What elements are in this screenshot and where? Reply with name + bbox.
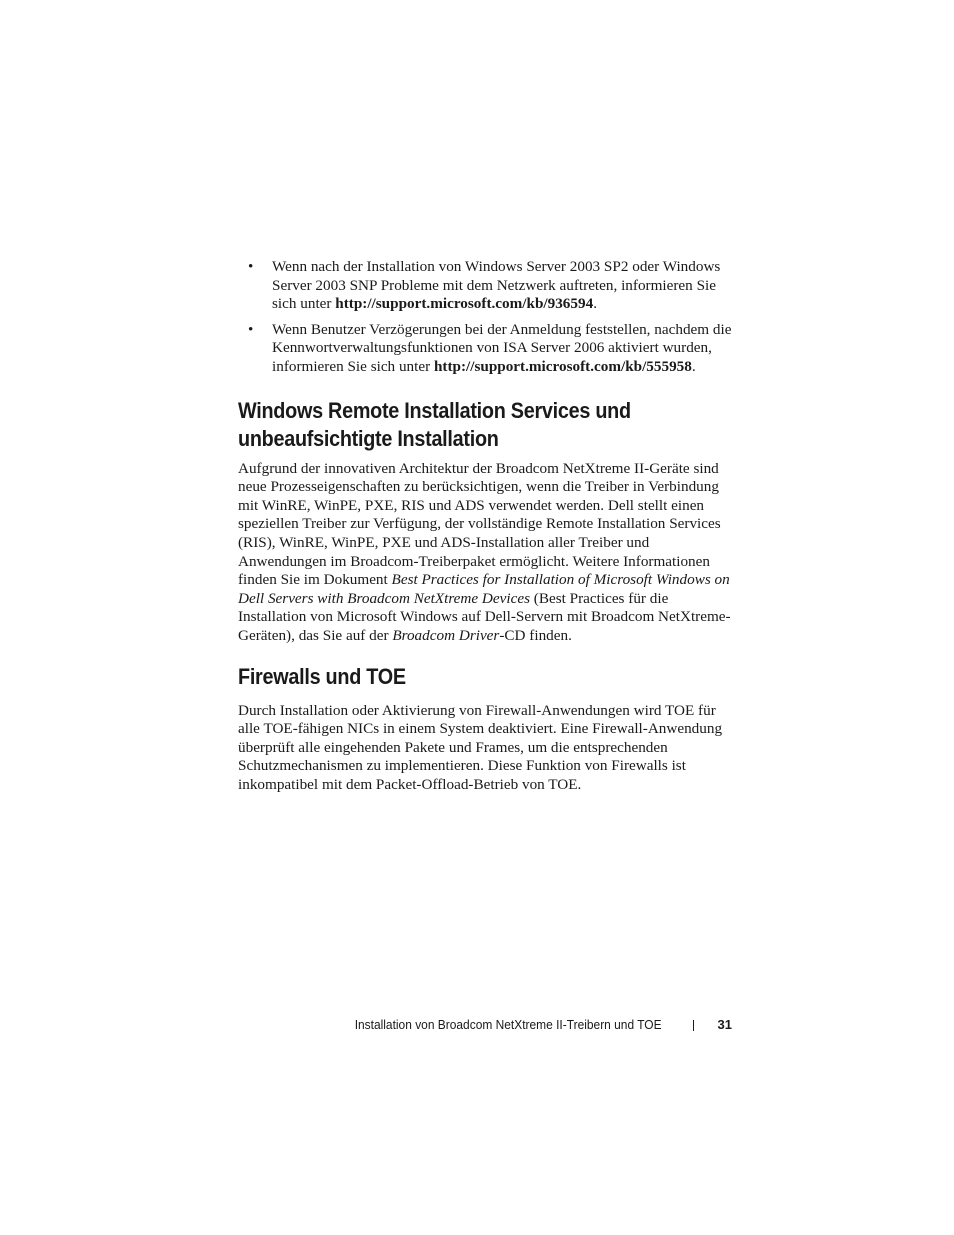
footer-title: Installation von Broadcom NetXtreme II-Treibern und TOE xyxy=(355,1017,662,1032)
section-heading-firewalls xyxy=(238,663,686,691)
bullet-punct: . xyxy=(593,295,597,313)
heading-line: Firewalls und TOE xyxy=(238,663,406,689)
paragraph-text: Aufgrund der innovativen Architektur der Broadcom NetXtreme II-Geräte sind neue Prozesseigenschaften zu berücksichtigen, wenn die Treiber in Verbindung mit WinRE, WinPE, PXE, RIS und ADS verwendet werden. Dell stellt einen speziellen Treiber zur Verfügung, der vollständige Remote Installation Services (RIS), WinRE, WinPE, PXE und ADS-Installation aller Treiber und Anwendungen im Broadcom-Treiberpaket ermöglicht. Weitere Informationen finden Sie im Dokument xyxy=(238,459,721,589)
heading-line: unbeaufsichtigte Installation xyxy=(238,425,499,451)
page-number: 31 xyxy=(717,1017,732,1032)
bullet-punct: . xyxy=(691,357,696,375)
support-link-936594[interactable]: http://support.microsoft.com/kb/936594 xyxy=(335,295,594,313)
support-link-555958[interactable]: http://support.microsoft.com/kb/555958 xyxy=(433,357,692,375)
bullet-text: Wenn nach der Installation von Windows Server 2003 SP2 oder Windows Server 2003 SNP Probleme mit dem Netzwerk auftreten, informieren Sie sich unter xyxy=(272,258,721,313)
section-heading-ris xyxy=(238,397,686,453)
list-item xyxy=(238,258,736,314)
cd-name-italic: Broadcom Driver xyxy=(392,626,500,644)
page-footer xyxy=(238,1015,734,1035)
footer-separator xyxy=(693,1020,694,1031)
paragraph-text: (Best Practices für die Installation von Microsoft Windows auf Dell-Servern mit Broadcom NetXtreme-Geräten), das Sie auf der xyxy=(238,589,731,644)
list-item xyxy=(238,321,736,377)
document-title-italic: Best Practices for Installation of Microsoft Windows on Dell Servers with Broadcom NetXtreme Devices xyxy=(238,571,730,607)
bullet-text: Wenn Benutzer Verzögerungen bei der Anmeldung feststellen, nachdem die Kennwortverwaltungsfunktionen von ISA Server 2006 aktiviert wurden, informieren Sie sich unter xyxy=(272,320,732,375)
section-paragraph-firewalls: Durch Installation oder Aktivierung von Firewall-Anwendungen wird TOE für alle TOE-fähigen NICs in einem System deaktiviert. Eine Firewall-Anwendung überprüft alle eingehenden Pakete und Frames, um die entsprechenden Schutzmechanismen zu implementieren. Diese Funktion von Firewalls ist inkompatibel mit dem Packet-Offload-Betrieb von TOE. xyxy=(238,701,723,793)
bullet-icon: • xyxy=(248,320,254,338)
heading-line: Windows Remote Installation Services und xyxy=(238,397,631,423)
page-content xyxy=(238,258,736,794)
bullet-list xyxy=(238,258,736,377)
section-paragraph-ris xyxy=(238,460,736,646)
paragraph-text: -CD finden. xyxy=(499,626,572,644)
bullet-icon: • xyxy=(248,258,254,275)
